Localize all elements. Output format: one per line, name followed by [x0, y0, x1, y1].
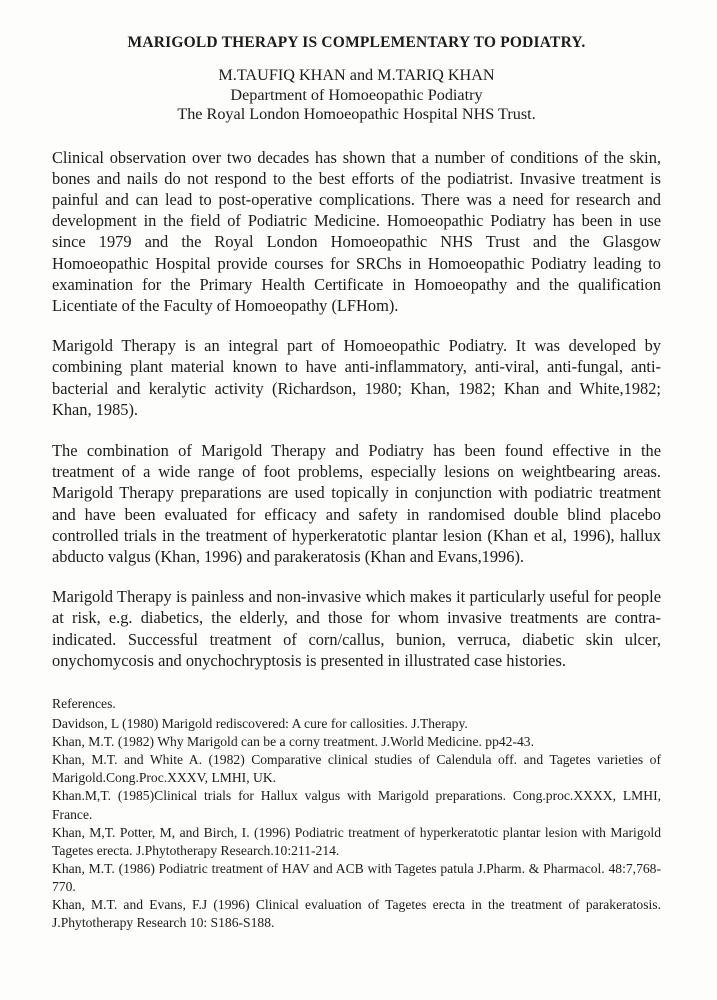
department-name: Department of Homoeopathic Podiatry — [230, 85, 483, 104]
references-section — [52, 695, 661, 932]
references-heading: References. — [52, 695, 116, 711]
reference-item: Khan, M.T. (1982) Why Marigold can be a corny treatment. J.World Medicine. pp42-43. — [52, 734, 534, 750]
reference-item: Khan, M.T. (1986) Podiatric treatment of HAV and ACB with Tagetes patula J.Pharm. & Pharmacol. 48:7,768-770. — [52, 860, 661, 894]
author-names: M.TAUFIQ KHAN and M.TARIQ KHAN — [218, 66, 495, 84]
reference-item: Davidson, L (1980) Marigold rediscovered: A cure for callosities. J.Therapy. — [52, 716, 468, 732]
reference-item: Khan, M,T. Potter, M, and Birch, I. (1996) Podiatric treatment of hyperkeratotic plantar lesion with Marigold Tagetes erecta. J.Phytotherapy Research.10:211-214. — [52, 824, 661, 858]
body-paragraph: Clinical observation over two decades has shown that a number of conditions of the skin, bones and nails do not respond to the best efforts of the podiatrist. Invasive treatment is painful and can lead to post-operative complications. There was a need for research and development in the field of Podiatric Medicine. Homoeopathic Podiatry has been in use since 1979 and the Royal London Homoeopathic NHS Trust and the Glasgow Homoeopathic Hospital provide courses for SRChs in Homoeopathic Podiatry leading to examination for the Primary Health Certificate in Homoeopathy and the qualification Licentiate of the Faculty of Homoeopathy (LFHom). — [52, 147, 661, 315]
reference-item: Khan, M.T. and Evans, F.J (1996) Clinical evaluation of Tagetes erecta in the treatment of parakeratosis. J.Phytotherapy Research 10: S186-S188. — [52, 897, 661, 931]
body-paragraph: Marigold Therapy is painless and non-invasive which makes it particularly useful for people at risk, e.g. diabetics, the elderly, and those for whom invasive treatments are contra-indicated. Successful treatment of corn/callus, bunion, verruca, diabetic skin ulcer, onychomycosis and onychochryptosis is presented in illustrated case histories. — [52, 587, 661, 670]
body-paragraph: The combination of Marigold Therapy and Podiatry has been found effective in the treatment of a wide range of foot problems, especially lesions on weightbearing areas. Marigold Therapy preparations are used topically in conjunction with podiatric treatment and have been evaluated for efficacy and safety in randomised double blind placebo controlled trials in the treatment of hyperkeratotic plantar lesion (Khan et al, 1996), hallux abducto valgus (Khan, 1996) and parakeratosis (Khan and Evans,1996). — [52, 440, 661, 566]
reference-item: Khan.M,T. (1985)Clinical trials for Hallux valgus with Marigold preparations. Cong.proc.XXXX, LMHI, France. — [52, 788, 661, 822]
body-paragraph: Marigold Therapy is an integral part of Homoeopathic Podiatry. It was developed by combining plant material known to have anti-inflammatory, anti-viral, anti-fungal, anti-bacterial and keralytic activity (Richardson, 1980; Khan, 1982; Khan and White,1982; Khan, 1985). — [52, 336, 661, 419]
reference-item: Khan, M.T. and White A. (1982) Comparative clinical studies of Calendula off. and Tagetes varieties of Marigold.Cong.Proc.XXXV, LMHI, UK. — [52, 752, 661, 786]
document-title: MARIGOLD THERAPY IS COMPLEMENTARY TO PODIATRY. — [127, 34, 586, 51]
institution-name: The Royal London Homoeopathic Hospital NHS Trust. — [177, 105, 536, 123]
author-block — [52, 66, 661, 125]
